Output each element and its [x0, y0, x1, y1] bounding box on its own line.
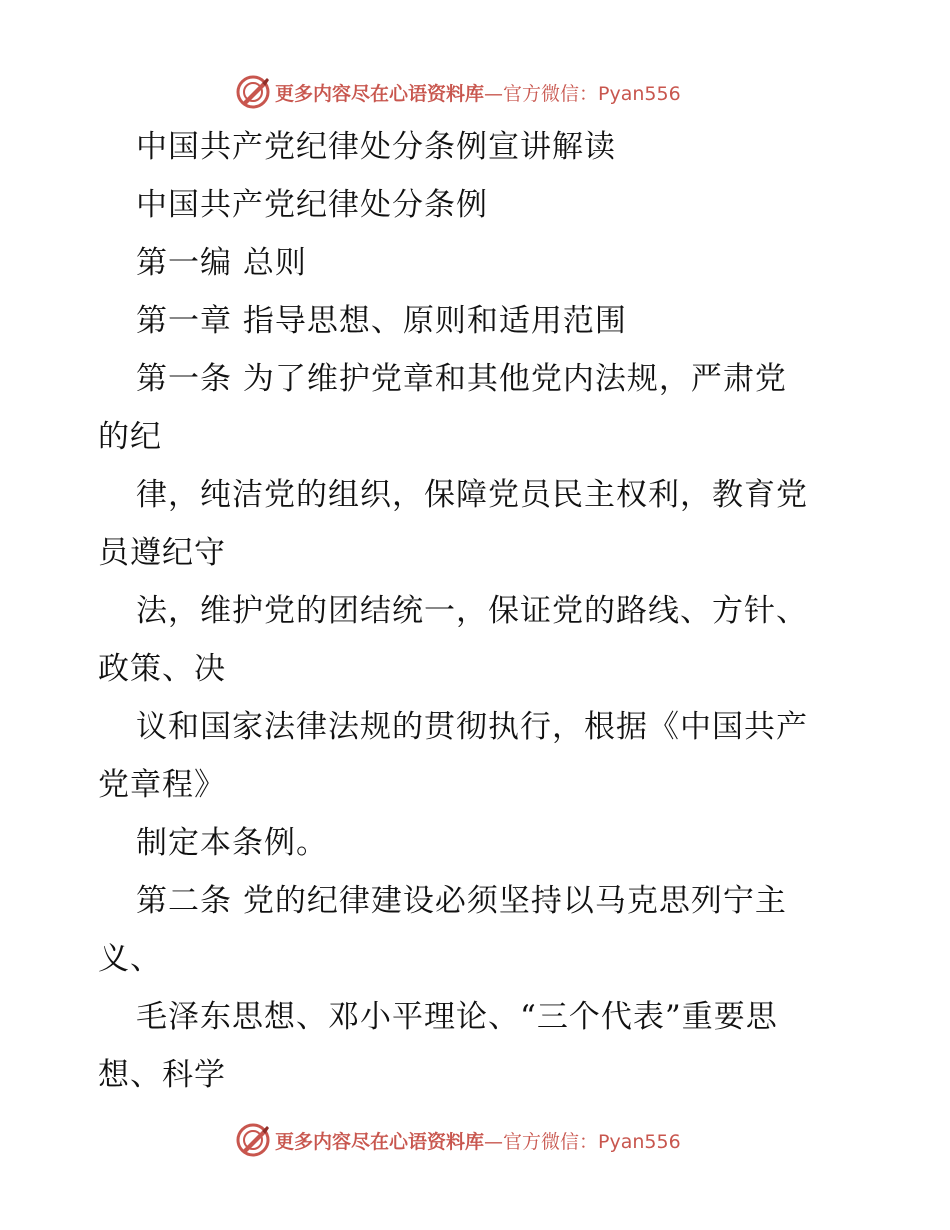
- text-line: 第一条 为了维护党章和其他党内法规，严肃党: [136, 361, 787, 397]
- text-line: 律，纯洁党的组织，保障党员民主权利，教育党: [136, 477, 808, 513]
- watermark-sub-text: —官方微信：Pyan556: [484, 1130, 681, 1153]
- text-line: 第二条 党的纪律建设必须坚持以马克思列宁主: [136, 883, 787, 919]
- pen-logo-icon: [235, 1122, 271, 1158]
- document-body: [98, 118, 858, 1104]
- text-line: 制定本条例。: [136, 825, 328, 861]
- text-line: 议和国家法律法规的贯彻执行，根据《中国共产: [136, 709, 808, 745]
- text-line: 中国共产党纪律处分条例宣讲解读: [136, 129, 616, 165]
- header-watermark: [235, 72, 681, 112]
- text-line: 想、科学: [98, 1057, 226, 1093]
- text-line: 中国共产党纪律处分条例: [136, 187, 488, 223]
- footer-watermark: [235, 1120, 681, 1160]
- text-line: 第一编 总则: [136, 245, 307, 281]
- text-line: 员遵纪守: [98, 535, 226, 571]
- watermark-main-text: 更多内容尽在心语资料库: [275, 82, 485, 105]
- text-line: 第一章 指导思想、原则和适用范围: [136, 303, 627, 339]
- watermark-main-text: 更多内容尽在心语资料库: [275, 1130, 485, 1153]
- pen-logo-icon: [235, 74, 271, 110]
- text-line: 政策、决: [98, 651, 226, 687]
- text-line: 毛泽东思想、邓小平理论、“三个代表”重要思: [136, 999, 778, 1035]
- text-line: 法，维护党的团结统一，保证党的路线、方针、: [136, 593, 808, 629]
- text-line: 的纪: [98, 419, 162, 455]
- text-line: 党章程》: [98, 767, 226, 803]
- watermark-sub-text: —官方微信：Pyan556: [484, 82, 681, 105]
- text-line: 义、: [98, 941, 162, 977]
